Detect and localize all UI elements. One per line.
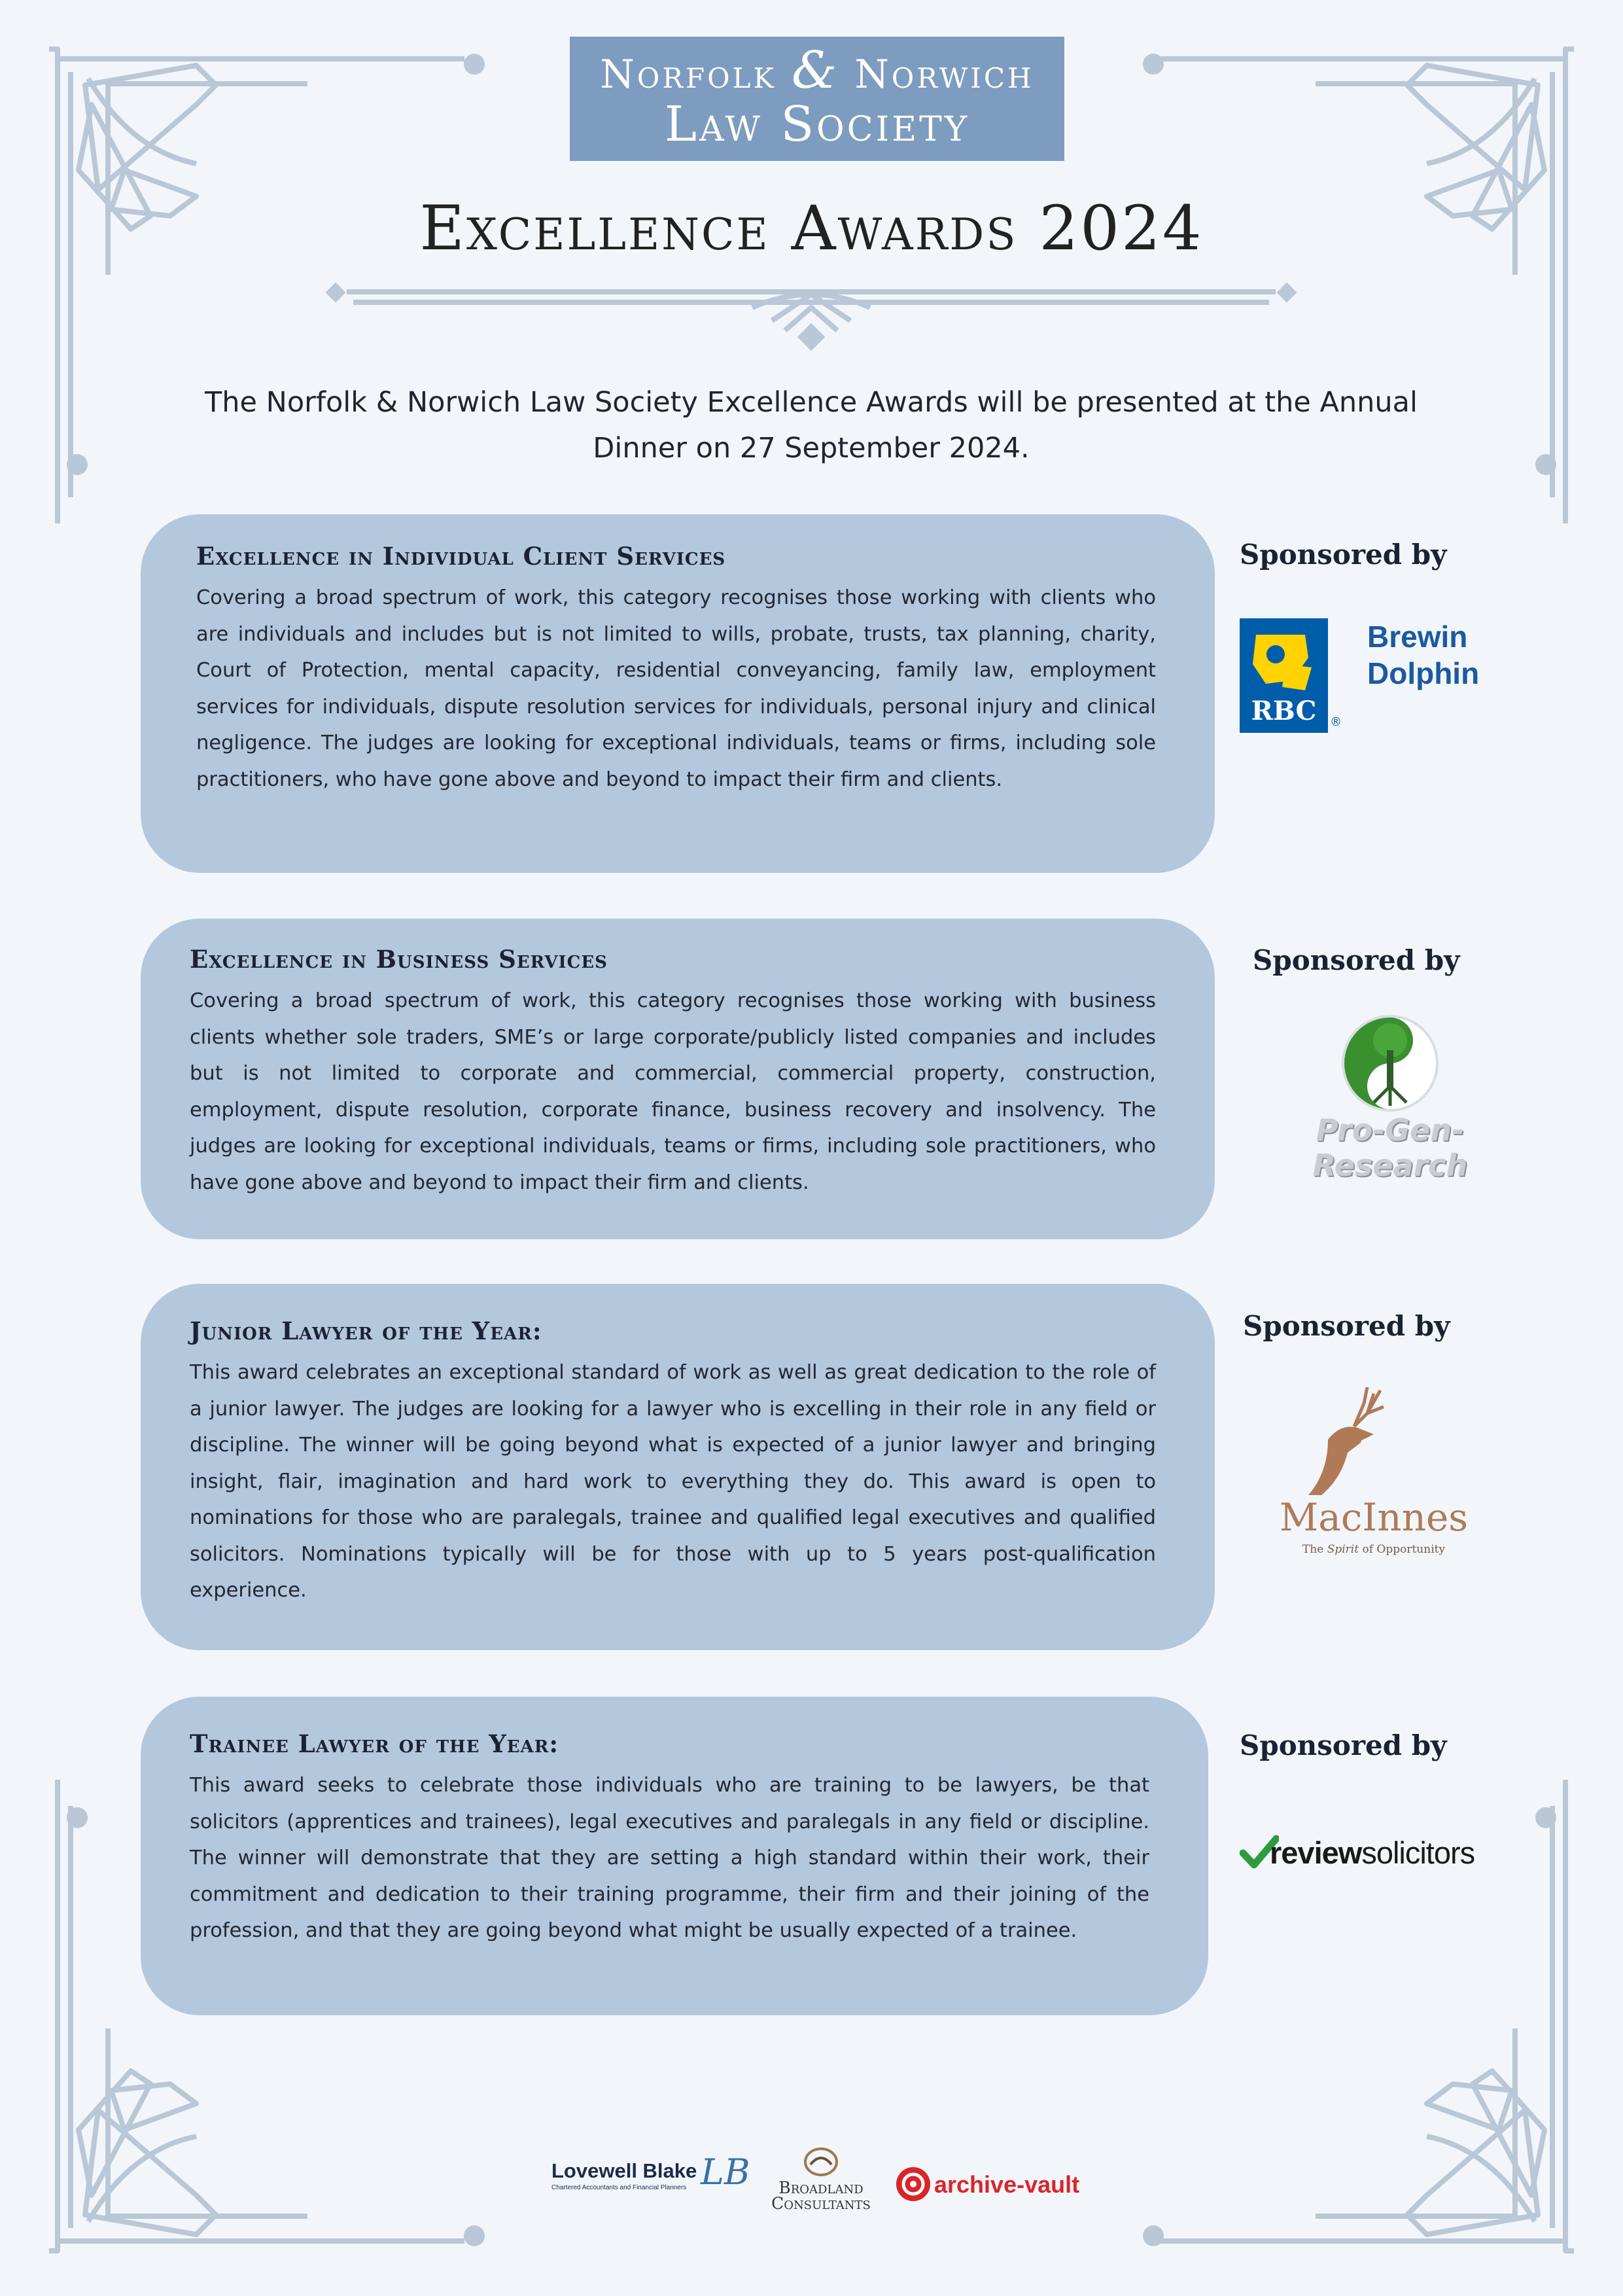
rbc-wordmark: RBC bbox=[1251, 696, 1317, 726]
logo-word-norfolk: Norfolk bbox=[600, 52, 777, 97]
sponsored-by-label: Sponsored by bbox=[1240, 539, 1447, 571]
rbc-brewin-dolphin-logo bbox=[1240, 618, 1495, 736]
lb-monogram-icon: LB bbox=[701, 2151, 750, 2193]
dolphin-word: Dolphin bbox=[1367, 656, 1480, 690]
award-heading: Junior Lawyer of the Year: bbox=[190, 1316, 542, 1345]
pro-gen-research-wordmark: Pro-Gen-Research bbox=[1312, 1112, 1468, 1183]
award-heading: Excellence in Individual Client Services bbox=[196, 542, 726, 571]
sponsored-by-label: Sponsored by bbox=[1253, 944, 1460, 976]
award-description: This award seeks to celebrate those individuals who are training to be lawyers, be that solicitors (apprentices and trainees), legal executives and paralegals in any field or discipline. The winner will demonstrate that they are setting a high standard within their work, their commitment and dedication to their training programme, their firm and their joining of the profession, and that they are going beyond what might be usually expected of a trainee. bbox=[190, 1774, 1149, 1942]
macinnes-wordmark: MacInnes bbox=[1279, 1495, 1469, 1540]
stag-icon bbox=[1302, 1387, 1400, 1498]
reviewsolicitors-logo bbox=[1240, 1832, 1501, 1878]
sponsored-by-label: Sponsored by bbox=[1243, 1310, 1450, 1342]
archive-vault-wordmark: archive-vault bbox=[934, 2171, 1080, 2198]
logo-word-norwich: Norwich bbox=[854, 52, 1034, 97]
logo-law-society: Law Society bbox=[664, 96, 970, 152]
tree-icon bbox=[1335, 1014, 1446, 1112]
broadland-crest-icon bbox=[801, 2146, 841, 2178]
lovewell-blake-wordmark: Lovewell Blake bbox=[551, 2159, 697, 2182]
sponsored-by-label: Sponsored by bbox=[1240, 1729, 1447, 1761]
page-title: Excellence Awards 2024 bbox=[419, 193, 1204, 264]
macinnes-tagline: The Spirit of Opportunity bbox=[1302, 1543, 1446, 1556]
lovewell-blake-logo bbox=[551, 2151, 750, 2205]
macinnes-logo bbox=[1266, 1387, 1482, 1564]
intro-text: The Norfolk & Norwich Law Society Excellence Awards will be presented at the Annual Dinner on 27 September 2024. bbox=[205, 386, 1418, 465]
award-heading: Excellence in Business Services bbox=[190, 945, 608, 974]
archive-vault-icon bbox=[895, 2166, 932, 2202]
lovewell-blake-tagline: Chartered Accountants and Financial Planners bbox=[551, 2184, 687, 2191]
registered-mark: ® bbox=[1330, 715, 1342, 729]
pro-gen-research-logo bbox=[1253, 1014, 1527, 1183]
broadland-word: Broadland bbox=[778, 2178, 864, 2197]
logo-ampersand: & bbox=[791, 41, 840, 100]
award-description: Covering a broad spectrum of work, this category recognises those working with clients who are individuals and includes but is not limited to wills, probate, trusts, tax planning, charity, Court of Protection, mental capacity, residential conveyancing, family law, employment services for individuals, dispute resolution services for individuals, personal injury and clinical negligence. The judges are looking for exceptional individuals, teams or firms, including sole practitioners, who have gone above and beyond to impact their firm and clients. bbox=[196, 586, 1156, 791]
award-description: This award celebrates an exceptional standard of work as well as great dedication to the role of a junior lawyer. The judges are looking for a lawyer who is excelling in their role in any field or discipline. The winner will be going beyond what is expected of a junior lawyer and bringing insight, flair, imagination and hard work to everything they do. This award is open to nominations for those who are paralegals, trainee and qualified legal executives and qualified solicitors. Nominations typically will be for those with up to 5 years post-qualification experience. bbox=[190, 1361, 1156, 1602]
award-card-junior-lawyer bbox=[141, 1284, 1215, 1650]
award-heading: Trainee Lawyer of the Year: bbox=[190, 1729, 559, 1758]
archive-vault-logo bbox=[895, 2166, 1091, 2205]
award-description: Covering a broad spectrum of work, this category recognises those working with business clients whether sole traders, SME’s or large corporate/publicly listed companies and includes but is not limited to corporate and commercial, commercial property, construction, employment, dispute resolution, corporate finance, business recovery and insolvency. The judges are looking for exceptional individuals, teams or firms, including sole practitioners, who have gone above and beyond to impact their firm and clients. bbox=[190, 989, 1156, 1194]
reviewsolicitors-wordmark: reviewsolicitors bbox=[1270, 1835, 1475, 1870]
award-card-individual-client-services bbox=[141, 514, 1215, 873]
brewin-word: Brewin bbox=[1367, 620, 1468, 654]
broadland-consultants-logo bbox=[752, 2146, 890, 2218]
award-card-trainee-lawyer bbox=[141, 1697, 1208, 2015]
law-society-logo bbox=[570, 37, 1064, 161]
award-card-business-services bbox=[141, 919, 1215, 1239]
consultants-word: Consultants bbox=[771, 2194, 871, 2213]
